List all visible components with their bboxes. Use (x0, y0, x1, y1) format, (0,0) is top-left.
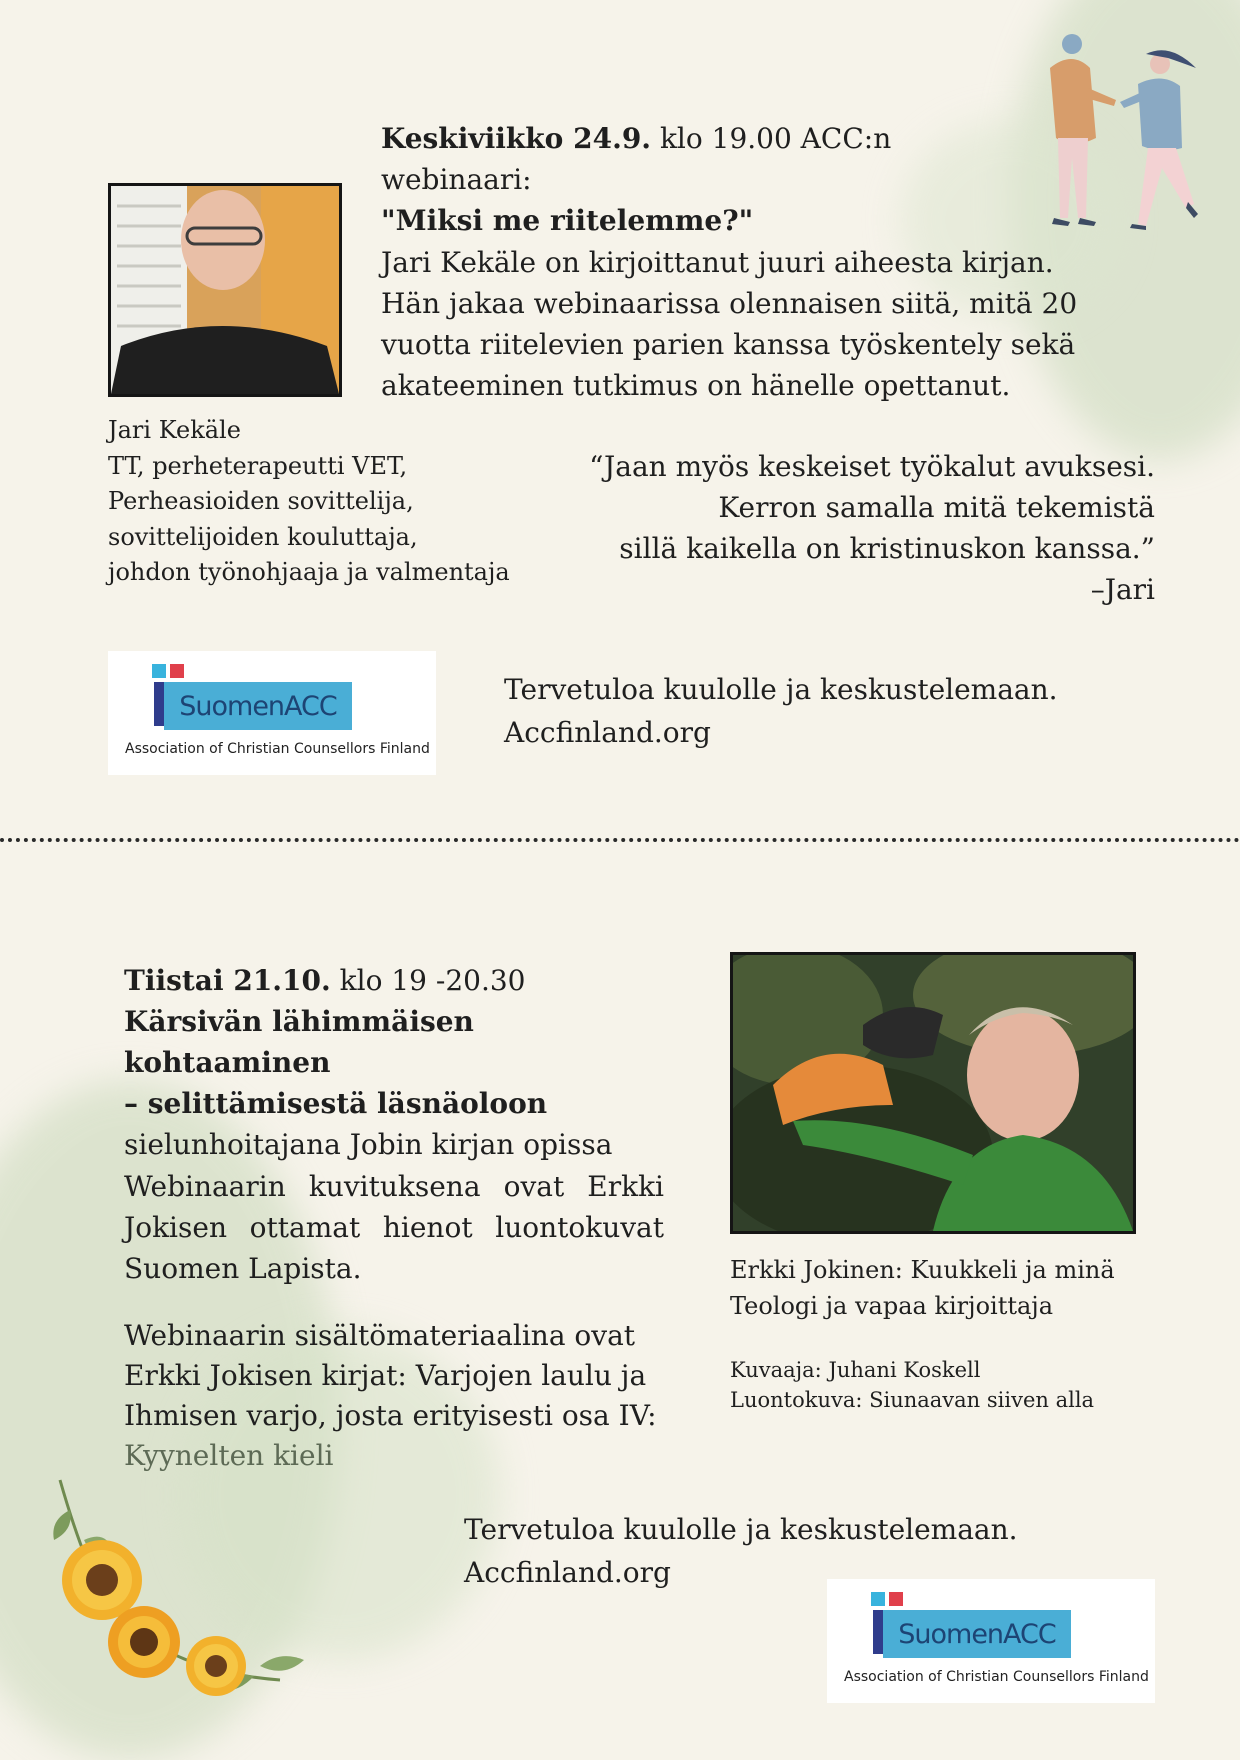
photographer-credit: Kuvaaja: Juhani Koskell (730, 1358, 981, 1382)
speaker-credential-line: TT, perheterapeutti VET, (108, 451, 408, 480)
sunflower-3 (186, 1636, 246, 1696)
speaker-credentials (108, 413, 528, 591)
logo-square-red (889, 1592, 903, 1606)
event2-material-line: Ihmisen varjo, josta erityisesti osa IV: (124, 1399, 657, 1432)
event2-material-line: Webinaarin sisältömateriaalina ovat (124, 1319, 636, 1352)
event2-body-line: Suomen Lapista. (124, 1252, 362, 1285)
event2-material-note (124, 1316, 684, 1476)
event1-date: Keskiviikko 24.9. (381, 122, 652, 155)
event1-welcome: Tervetuloa kuulolle ja keskustelemaan. (504, 673, 1058, 706)
erkki-caption-line: Teologi ja vapaa kirjoittaja (730, 1292, 1054, 1320)
speaker-credential-line: johdon työnohjaaja ja valmentaja (108, 558, 510, 586)
logo-tagline: Association of Christian Counsellors Finland (125, 741, 430, 757)
logo-tagline: Association of Christian Counsellors Finland (844, 1669, 1149, 1685)
logo-square-red (170, 664, 184, 678)
acc-logo-top (108, 651, 436, 775)
speaker-photo-erkki (730, 952, 1136, 1234)
event2-title-line: Kärsivän lähimmäisen kohtaaminen (124, 1005, 474, 1079)
section-divider (0, 838, 1240, 842)
event1-body-line: akateeminen tutkimus on hänelle opettanut. (381, 369, 1011, 402)
event1-body-line: Hän jakaa webinaarissa olennaisen siitä, mitä 20 (381, 287, 1078, 320)
event1-title: "Miksi me riitelemme?" (381, 204, 754, 237)
sunflower-decoration (40, 1470, 330, 1740)
event2-heading (124, 960, 684, 1165)
event1-body-line: vuotta riitelevien parien kanssa työskentely sekä (381, 328, 1076, 361)
event1-website-link[interactable]: Accfinland.org (504, 716, 711, 749)
event2-material-line: Kyynelten kieli (124, 1439, 334, 1472)
event1-time-label: klo 19.00 ACC:n webinaari: (381, 122, 892, 196)
sunflower-1 (62, 1540, 142, 1620)
logo-square-cyan (152, 664, 166, 678)
photo-credits (730, 1355, 1190, 1415)
event2-date-line (124, 960, 684, 1001)
logo-wordmark: SuomenACC (883, 1610, 1071, 1658)
erkki-caption-line: Erkki Jokinen: Kuukkeli ja minä (730, 1256, 1115, 1284)
speaker-photo-jari (108, 183, 342, 397)
couple-illustration (1020, 28, 1210, 240)
logo-bar (873, 1610, 883, 1654)
event2-body-line: Jokisen ottamat hienot luontokuvat (124, 1211, 664, 1244)
event2-welcome: Tervetuloa kuulolle ja keskustelemaan. (464, 1513, 1018, 1546)
quote-line: Kerron samalla mitä tekemistä (718, 491, 1155, 524)
logo-bar (154, 682, 164, 726)
nature-photo-credit: Luontokuva: Siunaavan siiven alla (730, 1388, 1095, 1412)
event2-material-line: Erkki Jokisen kirjat: Varjojen laulu ja (124, 1359, 647, 1392)
event2-body-line: Webinaarin kuvituksena ovat Erkki (124, 1170, 664, 1203)
event1-body-line: Jari Kekäle on kirjoittanut juuri aiheesta kirjan. (381, 246, 1054, 279)
event2-subtitle: sielunhoitajana Jobin kirjan opissa (124, 1128, 613, 1161)
quote-line: sillä kaikella on kristinuskon kanssa.” (619, 532, 1155, 565)
event1-date-line (381, 118, 1021, 200)
event1-welcome-block (504, 668, 1124, 754)
event2-date: Tiistai 21.10. (124, 964, 331, 997)
quote-attribution: –Jari (1090, 573, 1155, 606)
event2-time-label: klo 19 -20.30 (330, 964, 526, 997)
sunflower-2 (108, 1606, 180, 1678)
speaker-credential-line: sovittelijoiden kouluttaja, (108, 522, 418, 551)
erkki-caption (730, 1252, 1190, 1324)
event2-website-link[interactable]: Accfinland.org (464, 1556, 671, 1589)
event1-heading (381, 118, 1021, 241)
logo-square-cyan (871, 1592, 885, 1606)
event2-illustration-note (124, 1166, 664, 1289)
event1-description (381, 242, 1101, 406)
quote-line: “Jaan myös keskeiset työkalut avuksesi. (589, 450, 1155, 483)
logo-wordmark: SuomenACC (164, 682, 352, 730)
speaker-quote (560, 446, 1155, 610)
acc-logo-bottom (827, 1579, 1155, 1703)
event2-title-line: – selittämisestä läsnäoloon (124, 1087, 548, 1120)
speaker-name: Jari Kekäle (108, 416, 241, 444)
speaker-credential-line: Perheasioiden sovittelija, (108, 487, 414, 515)
